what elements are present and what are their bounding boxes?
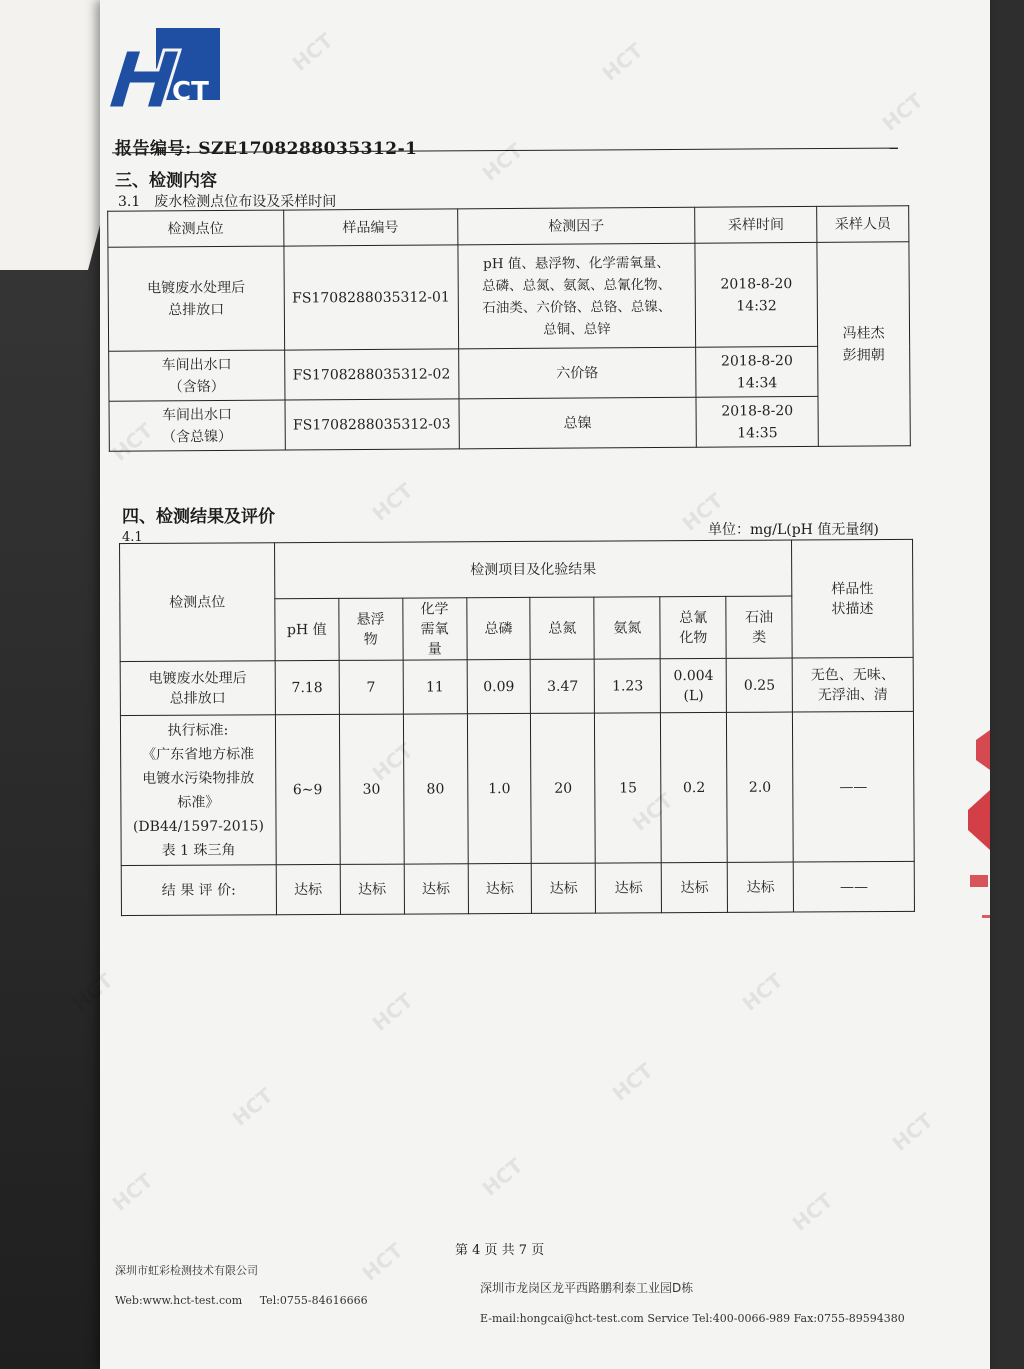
- factors-cell: 六价铬: [458, 347, 696, 399]
- svg-text:CT: CT: [172, 77, 209, 107]
- table-row: [109, 396, 910, 452]
- item-header: 总磷: [466, 597, 530, 659]
- watermark: HCT: [607, 1058, 658, 1106]
- watermark: HCT: [737, 968, 788, 1016]
- value-cell: 1.23: [595, 659, 661, 713]
- header-cell: 检测点位: [108, 210, 284, 247]
- time-cell: 2018-8-20 14:35: [696, 396, 818, 447]
- limit-cell: 80: [403, 714, 468, 864]
- eval-cell: 达标: [276, 864, 340, 914]
- table-row: [108, 242, 910, 352]
- item-header: 悬浮 物: [339, 598, 403, 660]
- limit-cell: 20: [531, 713, 596, 863]
- limit-cell: 1.0: [467, 713, 532, 863]
- limit-cell: 6~9: [275, 714, 340, 864]
- value-cell: 7.18: [275, 660, 339, 714]
- unit-note: 单位：mg/L(pH 值无量纲): [708, 522, 879, 538]
- site-cell: 电镀废水处理后 总排放口: [108, 246, 284, 351]
- watermark: HCT: [787, 1188, 838, 1236]
- time-cell: 2018-8-20 14:34: [696, 346, 818, 397]
- section4-subtitle: 4.1: [122, 530, 143, 545]
- desc-cell: ——: [793, 711, 915, 862]
- watermark: HCT: [367, 738, 418, 786]
- value-cell: 0.09: [467, 659, 531, 713]
- results-table: [119, 539, 915, 916]
- telephone: Tel:0755-84616666: [259, 1294, 368, 1307]
- site-cell: 车间出水口 （含铬）: [109, 350, 285, 401]
- watermark: HCT: [627, 788, 678, 836]
- watermark: HCT: [477, 1153, 528, 1201]
- section3-subtitle: 3.1 废水检测点位布设及采样时间: [118, 194, 337, 210]
- limit-cell: 15: [595, 713, 662, 863]
- factors-cell: 总镍: [459, 397, 697, 449]
- sampler-cell: 冯桂杰 彭拥朝: [817, 242, 910, 447]
- footer-web-tel: [115, 1294, 368, 1307]
- sample-cell: FS1708288035312-01: [284, 245, 459, 350]
- item-header: 石油 类: [726, 596, 792, 658]
- sampling-table: [107, 205, 911, 452]
- red-stamp-fragment: [962, 710, 990, 940]
- item-header: 氨氮: [594, 597, 660, 659]
- table-row: [120, 711, 914, 865]
- hct-logo: [108, 28, 226, 108]
- stamp-mark: [962, 710, 990, 940]
- eval-cell: 达标: [532, 863, 596, 913]
- value-cell: 3.47: [531, 659, 595, 713]
- value-cell: 0.25: [726, 658, 792, 712]
- watermark: HCT: [477, 138, 528, 186]
- eval-cell: 达标: [404, 864, 468, 914]
- watermark: HCT: [877, 88, 928, 136]
- header-cell: 采样时间: [695, 206, 817, 243]
- item-header: pH 值: [275, 598, 339, 660]
- value-cell: 7: [339, 660, 403, 714]
- eval-cell: 达标: [596, 863, 662, 913]
- report-number: [115, 134, 418, 159]
- value-cell: 0.004 (L): [660, 658, 726, 712]
- eval-cell: 达标: [340, 864, 404, 914]
- eval-label-cell: 结 果 评 价:: [121, 865, 276, 916]
- limit-cell: 2.0: [727, 712, 794, 862]
- desc-cell: ——: [793, 861, 914, 912]
- table-row: [120, 657, 913, 715]
- website: Web:www.hct-test.com: [115, 1294, 243, 1307]
- watermark: HCT: [287, 28, 338, 76]
- section3-title: 三、检测内容: [115, 171, 217, 191]
- watermark: HCT: [677, 488, 728, 536]
- standard-cell: 执行标准: 《广东省地方标准 电镀水污染物排放 标准》 (DB44/1597-2015) 表 1 珠三角: [120, 715, 276, 866]
- watermark: HCT: [357, 1238, 408, 1286]
- item-header: 化学 需氧 量: [402, 598, 466, 660]
- watermark: HCT: [367, 478, 418, 526]
- company-address: 深圳市龙岗区龙平西路鹏利泰工业园D栋: [480, 1281, 694, 1295]
- eval-cell: 达标: [468, 863, 532, 913]
- watermark: HCT: [107, 1168, 158, 1216]
- sample-cell: FS1708288035312-02: [284, 349, 458, 400]
- watermark: HCT: [597, 38, 648, 86]
- table-row: [121, 861, 914, 915]
- value-cell: 11: [403, 660, 467, 714]
- sample-cell: FS1708288035312-03: [285, 399, 459, 450]
- table-row: [109, 346, 910, 402]
- header-cell: 采样人员: [817, 206, 909, 243]
- watermark: HCT: [107, 418, 158, 466]
- time-cell: 2018-8-20 14:32: [695, 242, 818, 347]
- watermark: HCT: [887, 1108, 938, 1156]
- limit-cell: 0.2: [661, 712, 728, 862]
- watermark: HCT: [367, 988, 418, 1036]
- item-header: 总氮: [530, 597, 594, 659]
- section4-title: 四、检测结果及评价: [122, 507, 275, 527]
- contact-info: E-mail:hongcai@hct-test.com Service Tel:400-0066-989 Fax:0755-89594380: [480, 1312, 905, 1325]
- limit-cell: 30: [339, 714, 404, 864]
- eval-cell: 达标: [727, 862, 793, 912]
- watermark: HCT: [227, 1083, 278, 1131]
- factors-cell: pH 值、悬浮物、化学需氧量、 总磷、总氮、氨氮、总氰化物、 石油类、六价铬、总铬、总镍、 总铜、总锌: [458, 243, 696, 349]
- header-cell-site: 检测点位: [120, 543, 275, 662]
- report-page: [67, 0, 990, 1369]
- site-cell: 车间出水口 （含总镍）: [109, 400, 285, 451]
- report-number-value: SZE1708288035312-1: [198, 139, 418, 159]
- header-cell-desc: 样品性 状描述: [792, 539, 913, 658]
- company-name: 深圳市虹彩检测技术有限公司: [115, 1264, 258, 1277]
- report-number-label: 报告编号:: [115, 139, 192, 159]
- page-number: 第 4 页 共 7 页: [455, 1243, 545, 1258]
- eval-cell: 达标: [662, 862, 728, 912]
- site-cell: 电镀废水处理后 总排放口: [120, 661, 275, 716]
- watermark: HCT: [67, 968, 118, 1016]
- header-cell: 检测因子: [457, 207, 695, 245]
- item-header: 总氰 化物: [660, 596, 726, 658]
- header-cell-group: 检测项目及化验结果: [274, 540, 792, 599]
- header-cell: 样品编号: [283, 209, 457, 246]
- desc-cell: 无色、无味、 无浮油、清: [792, 657, 913, 712]
